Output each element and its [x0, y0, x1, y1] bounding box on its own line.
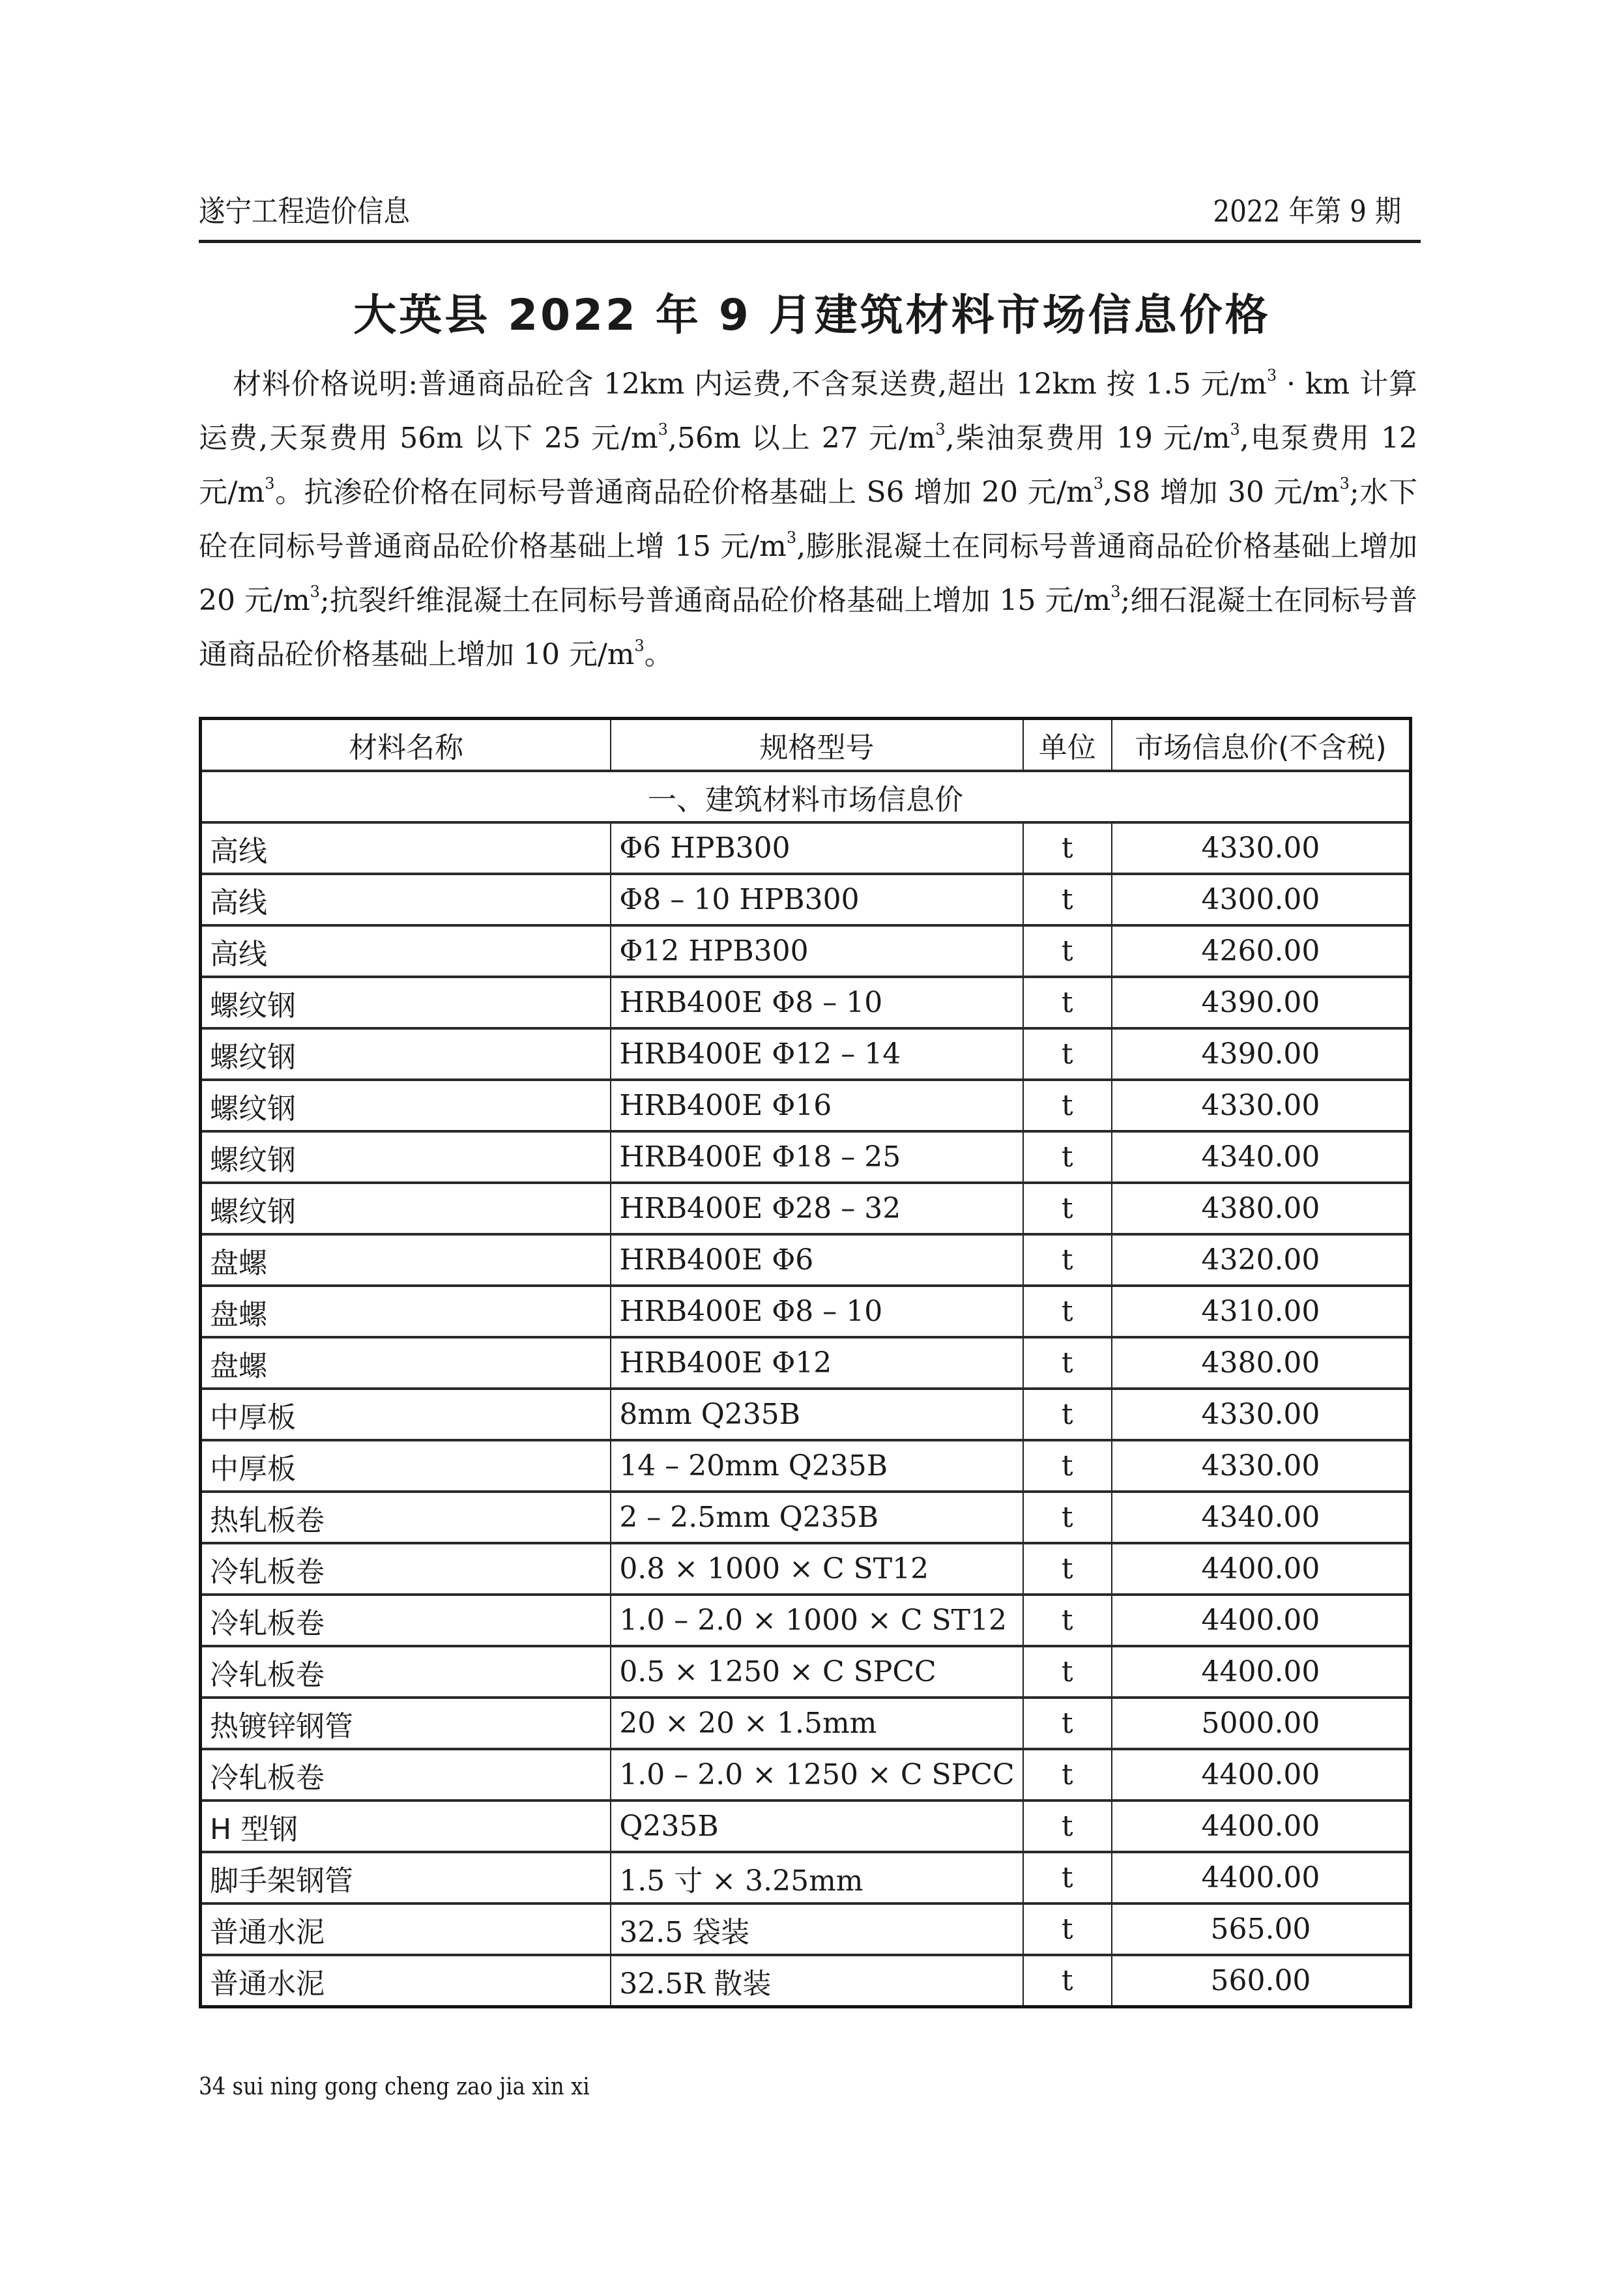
unit-cell: t — [1023, 1080, 1112, 1131]
note-text: ,56m 以上 27 元/m — [667, 422, 936, 455]
price-cell: 4400.00 — [1112, 1749, 1411, 1801]
header-spec: 规格型号 — [611, 719, 1022, 772]
unit-cell: t — [1023, 1749, 1112, 1801]
spec-cell: Φ8 – 10 HPB300 — [611, 874, 1022, 925]
issue-number: 2022 年第 9 期 — [1213, 194, 1401, 229]
spec-cell: Φ6 HPB300 — [611, 822, 1022, 874]
superscript-exponent: 3 — [265, 474, 275, 493]
spec-cell: Φ12 HPB300 — [611, 925, 1022, 977]
unit-cell: t — [1023, 1903, 1112, 1955]
note-text: ,膨胀混凝土在同标号普通商品砼价格基础上增加 20 元/m — [199, 530, 1418, 617]
material-name-cell: 中厚板 — [201, 1389, 611, 1440]
table-header-row — [201, 719, 1411, 772]
material-name-cell: 热轧板卷 — [201, 1492, 611, 1543]
publication-name: 遂宁工程造价信息 — [199, 194, 410, 229]
table-row — [201, 1389, 1411, 1440]
spec-cell: HRB400E Φ6 — [611, 1234, 1022, 1286]
table-row — [201, 1131, 1411, 1183]
unit-cell: t — [1023, 1286, 1112, 1337]
note-text: ;抗裂纤维混凝土在同标号普通商品砼价格基础上增加 15 元/m — [319, 584, 1111, 617]
unit-cell: t — [1023, 1440, 1112, 1492]
spec-cell: 0.8 × 1000 × C ST12 — [611, 1543, 1022, 1595]
unit-cell: t — [1023, 1852, 1112, 1903]
price-cell: 4320.00 — [1112, 1234, 1411, 1286]
table-row — [201, 1440, 1411, 1492]
table-row — [201, 1852, 1411, 1903]
unit-cell: t — [1023, 1183, 1112, 1234]
material-name-cell: 热镀锌钢管 — [201, 1698, 611, 1749]
spec-cell: HRB400E Φ12 — [611, 1337, 1022, 1389]
section-title: 一、建筑材料市场信息价 — [201, 771, 1411, 822]
unit-cell: t — [1023, 1234, 1112, 1286]
table-row — [201, 1698, 1411, 1749]
spec-cell: HRB400E Φ28 – 32 — [611, 1183, 1022, 1234]
price-cell: 4400.00 — [1112, 1852, 1411, 1903]
material-name-cell: H 型钢 — [201, 1801, 611, 1852]
unit-cell: t — [1023, 1646, 1112, 1698]
note-text: ,S8 增加 30 元/m — [1103, 476, 1340, 509]
material-name-cell: 中厚板 — [201, 1440, 611, 1492]
table-row — [201, 874, 1411, 925]
page-footer: 34 sui ning gong cheng zao jia xin xi — [199, 2074, 590, 2100]
table-row — [201, 1286, 1411, 1337]
spec-cell: 0.5 × 1250 × C SPCC — [611, 1646, 1022, 1698]
material-name-cell: 盘螺 — [201, 1286, 611, 1337]
note-text: ;细石混凝土在同标号普通商品砼价格基础上增加 10 元/m — [199, 584, 1417, 671]
spec-cell: HRB400E Φ18 – 25 — [611, 1131, 1022, 1183]
unit-cell: t — [1023, 1801, 1112, 1852]
spec-cell: 1.0 – 2.0 × 1250 × C SPCC — [611, 1749, 1022, 1801]
price-cell: 565.00 — [1112, 1903, 1411, 1955]
spec-cell: 14 – 20mm Q235B — [611, 1440, 1022, 1492]
note-text: 材料价格说明:普通商品砼含 12km 内运费,不含泵送费,超出 12km 按 1.5 元/m — [233, 368, 1267, 401]
price-cell: 4400.00 — [1112, 1646, 1411, 1698]
table-row — [201, 1646, 1411, 1698]
spec-cell: 1.0 – 2.0 × 1000 × C ST12 — [611, 1595, 1022, 1646]
price-table — [199, 717, 1412, 2008]
header-unit: 单位 — [1023, 719, 1112, 772]
superscript-exponent: 3 — [310, 583, 320, 601]
unit-cell: t — [1023, 822, 1112, 874]
unit-cell: t — [1023, 1492, 1112, 1543]
superscript-exponent: 3 — [634, 637, 645, 655]
table-row — [201, 1028, 1411, 1080]
superscript-exponent: 3 — [935, 420, 946, 439]
header-material-name: 材料名称 — [201, 719, 611, 772]
material-name-cell: 脚手架钢管 — [201, 1852, 611, 1903]
superscript-exponent: 3 — [1339, 474, 1350, 493]
material-name-cell: 螺纹钢 — [201, 1131, 611, 1183]
material-name-cell: 螺纹钢 — [201, 1028, 611, 1080]
spec-cell: HRB400E Φ12 – 14 — [611, 1028, 1022, 1080]
table-row — [201, 1183, 1411, 1234]
price-cell: 4300.00 — [1112, 874, 1411, 925]
price-cell: 4330.00 — [1112, 1440, 1411, 1492]
note-text: 。 — [644, 638, 673, 671]
material-name-cell: 螺纹钢 — [201, 1183, 611, 1234]
material-name-cell: 盘螺 — [201, 1337, 611, 1389]
unit-cell: t — [1023, 1028, 1112, 1080]
superscript-exponent: 3 — [1093, 474, 1104, 493]
unit-cell: t — [1023, 1698, 1112, 1749]
note-text: ,柴油泵费用 19 元/m — [945, 422, 1230, 455]
material-name-cell: 盘螺 — [201, 1234, 611, 1286]
page-title: 大英县 2022 年 9 月建筑材料市场信息价格 — [353, 290, 1271, 340]
unit-cell: t — [1023, 925, 1112, 977]
table-row — [201, 1801, 1411, 1852]
table-row — [201, 1234, 1411, 1286]
note-text: ;水下砼在同标号普通商品砼价格基础上增 15 元/m — [199, 476, 1418, 563]
spec-cell: Q235B — [611, 1801, 1022, 1852]
spec-cell: HRB400E Φ16 — [611, 1080, 1022, 1131]
price-cell: 4400.00 — [1112, 1543, 1411, 1595]
price-note-paragraph — [199, 357, 1417, 682]
material-name-cell: 螺纹钢 — [201, 1080, 611, 1131]
spec-cell: 8mm Q235B — [611, 1389, 1022, 1440]
superscript-exponent: 3 — [658, 420, 668, 439]
table-row — [201, 1903, 1411, 1955]
table-row — [201, 1749, 1411, 1801]
table-row — [201, 1955, 1411, 2007]
price-cell: 4260.00 — [1112, 925, 1411, 977]
unit-cell: t — [1023, 1389, 1112, 1440]
material-name-cell: 普通水泥 — [201, 1955, 611, 2007]
material-name-cell: 冷轧板卷 — [201, 1749, 611, 1801]
header-price: 市场信息价(不含税) — [1112, 719, 1411, 772]
superscript-exponent: 3 — [1230, 420, 1240, 439]
price-cell: 4330.00 — [1112, 822, 1411, 874]
table-row — [201, 1595, 1411, 1646]
unit-cell: t — [1023, 1543, 1112, 1595]
price-cell: 4310.00 — [1112, 1286, 1411, 1337]
spec-cell: 2 – 2.5mm Q235B — [611, 1492, 1022, 1543]
price-cell: 5000.00 — [1112, 1698, 1411, 1749]
price-cell: 4400.00 — [1112, 1801, 1411, 1852]
price-cell: 4380.00 — [1112, 1337, 1411, 1389]
material-name-cell: 高线 — [201, 874, 611, 925]
price-cell: 4340.00 — [1112, 1131, 1411, 1183]
note-text: ,电泵费用 12 元/m — [199, 422, 1417, 509]
price-cell: 4380.00 — [1112, 1183, 1411, 1234]
superscript-exponent: 3 — [1110, 583, 1121, 601]
price-cell: 4390.00 — [1112, 1028, 1411, 1080]
section-row — [201, 771, 1411, 822]
note-text: · km 计算运费,天泵费用 56m 以下 25 元/m — [199, 368, 1417, 455]
material-name-cell: 冷轧板卷 — [201, 1595, 611, 1646]
superscript-exponent: 3 — [1266, 366, 1277, 384]
spec-cell: 32.5 袋装 — [611, 1903, 1022, 1955]
unit-cell: t — [1023, 1595, 1112, 1646]
unit-cell: t — [1023, 1131, 1112, 1183]
material-name-cell: 冷轧板卷 — [201, 1646, 611, 1698]
table-row — [201, 1080, 1411, 1131]
material-name-cell: 高线 — [201, 925, 611, 977]
price-cell: 4340.00 — [1112, 1492, 1411, 1543]
table-row — [201, 1337, 1411, 1389]
price-cell: 4330.00 — [1112, 1080, 1411, 1131]
material-name-cell: 高线 — [201, 822, 611, 874]
table-row — [201, 925, 1411, 977]
material-name-cell: 冷轧板卷 — [201, 1543, 611, 1595]
spec-cell: 32.5R 散装 — [611, 1955, 1022, 2007]
spec-cell: HRB400E Φ8 – 10 — [611, 1286, 1022, 1337]
unit-cell: t — [1023, 1955, 1112, 2007]
note-text: 。抗渗砼价格在同标号普通商品砼价格基础上 S6 增加 20 元/m — [274, 476, 1094, 509]
table-row — [201, 1543, 1411, 1595]
running-head — [199, 182, 1421, 243]
spec-cell: 1.5 寸 × 3.25mm — [611, 1852, 1022, 1903]
superscript-exponent: 3 — [786, 528, 797, 547]
price-cell: 560.00 — [1112, 1955, 1411, 2007]
spec-cell: 20 × 20 × 1.5mm — [611, 1698, 1022, 1749]
table-row — [201, 822, 1411, 874]
material-name-cell: 普通水泥 — [201, 1903, 611, 1955]
price-cell: 4400.00 — [1112, 1595, 1411, 1646]
spec-cell: HRB400E Φ8 – 10 — [611, 977, 1022, 1028]
material-name-cell: 螺纹钢 — [201, 977, 611, 1028]
unit-cell: t — [1023, 977, 1112, 1028]
unit-cell: t — [1023, 874, 1112, 925]
price-cell: 4390.00 — [1112, 977, 1411, 1028]
price-cell: 4330.00 — [1112, 1389, 1411, 1440]
table-row — [201, 1492, 1411, 1543]
table-row — [201, 977, 1411, 1028]
unit-cell: t — [1023, 1337, 1112, 1389]
